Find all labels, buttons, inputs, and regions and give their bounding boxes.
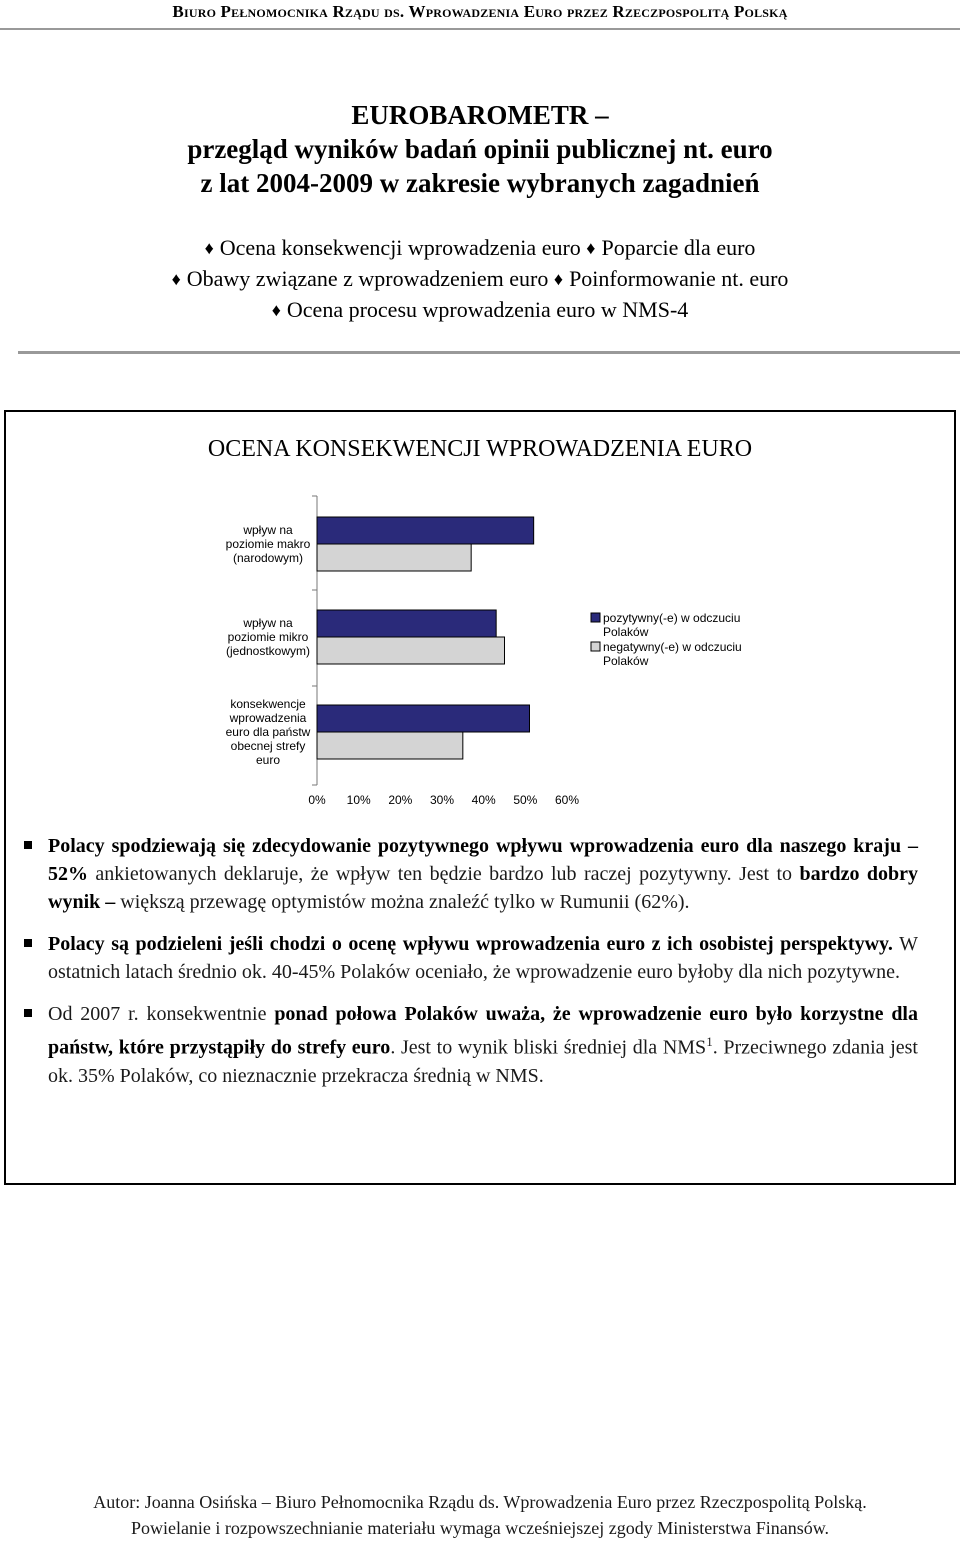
- chart-bar: [317, 610, 496, 637]
- diamond-icon: ♦: [204, 238, 214, 258]
- chart-x-tick-label: 50%: [513, 793, 538, 807]
- chart-x-tick-label: 10%: [346, 793, 371, 807]
- chart-legend-label: pozytywny(-e) w odczuciu Polaków: [603, 611, 741, 639]
- topic-item: ♦ Ocena procesu wprowadzenia euro w NMS-4: [271, 297, 689, 322]
- chart-category-label: konsekwencje wprowadzenia euro dla państw obecnej strefy euro: [225, 697, 311, 767]
- title-line-3: z lat 2004-2009 w zakresie wybranych zagadnień: [200, 168, 760, 198]
- chart-category-label: wpływ na poziomie mikro (jednostkowym): [225, 616, 311, 658]
- body-text: 1: [706, 1034, 713, 1049]
- chart-bar: [317, 732, 463, 759]
- chart-x-tick-label: 0%: [308, 793, 326, 807]
- chart-x-tick-label: 40%: [471, 793, 496, 807]
- diamond-icon: ♦: [171, 269, 181, 289]
- bold-text: Polacy spodziewają się zdecydowanie pozytywnego wpływu wprowadzenia euro dla naszego kraju – 52%: [48, 835, 918, 885]
- diamond-icon: ♦: [271, 300, 281, 320]
- chart-x-tick-label: 30%: [429, 793, 455, 807]
- page-footer: [0, 1489, 960, 1541]
- chart-x-tick-label: 60%: [554, 793, 580, 807]
- chart-bar: [317, 544, 471, 571]
- topic-item: ♦ Poinformowanie nt. euro: [553, 266, 789, 291]
- chart-x-tick-label: 20%: [388, 793, 413, 807]
- bold-text: ponad połowa Polaków uważa, że wprowadzenie euro było korzystne dla państw, które przystąpiły do strefy euro: [48, 1003, 918, 1059]
- findings-list: [48, 832, 918, 1104]
- finding-paragraph: [48, 930, 918, 986]
- page-header: Biuro Pełnomocnika Rządu ds. Wprowadzenia Euro przez Rzeczpospolitą Polską: [172, 2, 788, 21]
- square-bullet-icon: [24, 1009, 32, 1017]
- body-text: Od 2007 r. konsekwentnie: [48, 1003, 275, 1025]
- topic-item: ♦ Poparcie dla euro: [586, 235, 756, 260]
- footer-author: Autor: Joanna Osińska – Biuro Pełnomocnika Rządu ds. Wprowadzenia Euro przez Rzeczpospolitą Polską.: [93, 1492, 867, 1512]
- footer-copyright: Powielanie i rozpowszechnianie materiału wymaga wcześniejszej zgody Ministerstwa Finansów.: [130, 1518, 830, 1538]
- finding-paragraph: [48, 832, 918, 916]
- chart-bar: [317, 705, 530, 732]
- chart-legend-swatch: [591, 613, 600, 622]
- title-line-1: EUROBAROMETR –: [351, 100, 609, 130]
- chart-legend-swatch: [591, 642, 600, 651]
- chart-bar: [317, 517, 534, 544]
- chart-legend-label: negatywny(-e) w odczuciu Polaków: [603, 640, 742, 668]
- finding-paragraph: [48, 1000, 918, 1090]
- topic-item: ♦ Obawy związane z wprowadzeniem euro: [171, 266, 549, 291]
- body-text: większą przewagę optymistów można znaleźć tylko w Rumunii (62%).: [115, 891, 690, 913]
- bold-text: Polacy są podzieleni jeśli chodzi o ocenę wpływu wprowadzenia euro z ich osobistej perspektywy.: [48, 933, 893, 955]
- title-line-2: przegląd wyników badań opinii publicznej nt. euro: [187, 134, 773, 164]
- section-title: OCENA KONSEKWENCJI WPROWADZENIA EURO: [207, 436, 753, 462]
- topic-item: ♦ Ocena konsekwencji wprowadzenia euro: [204, 235, 581, 260]
- chart-category-label: wpływ na poziomie makro (narodowym): [225, 523, 311, 565]
- body-text: W ostatnich latach średnio ok. 40-45% Polaków oceniało, że wprowadzenie euro byłoby dla nich pozytywne.: [48, 933, 919, 983]
- diamond-icon: ♦: [553, 269, 564, 289]
- body-text: . Jest to wynik bliski średniej dla NMS: [390, 1036, 707, 1059]
- chart-bar: [317, 637, 505, 664]
- bold-text: bardzo dobry wynik –: [48, 863, 919, 913]
- square-bullet-icon: [24, 939, 32, 947]
- body-text: . Przeciwnego zdania jest ok. 35% Polaków, co nieznacznie przekracza średnią w NMS.: [48, 1036, 918, 1087]
- body-text: ankietowanych deklaruje, że wpływ ten będzie bardzo lub raczej pozytywny. Jest to: [88, 863, 800, 885]
- diamond-icon: ♦: [586, 238, 596, 258]
- square-bullet-icon: [24, 841, 32, 849]
